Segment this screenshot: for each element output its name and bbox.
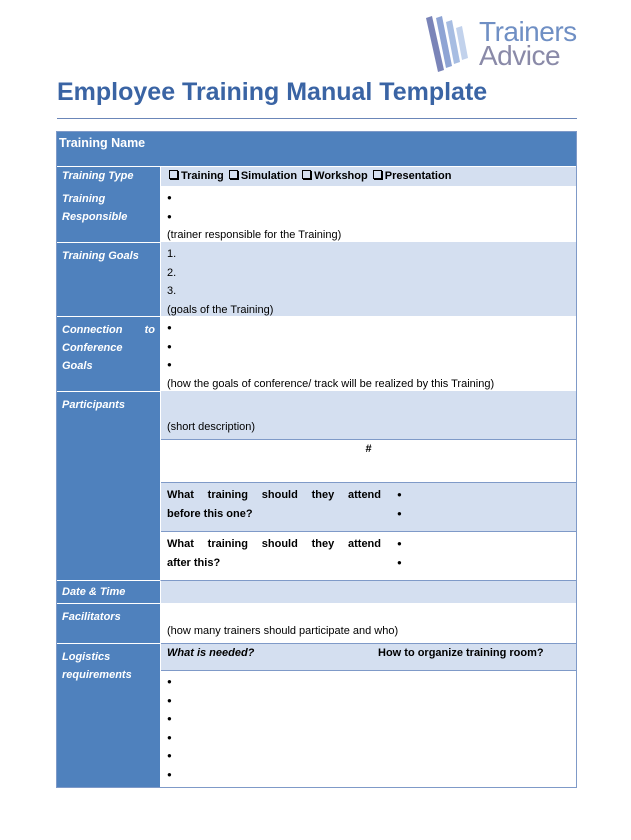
after-training-cell[interactable] (161, 532, 576, 580)
date-time-row (57, 580, 576, 603)
list-item (397, 486, 570, 505)
hash-marker: # (365, 443, 372, 455)
logistics-header-cell (161, 643, 576, 671)
logistics-label (57, 643, 160, 787)
participants-label: Participants (57, 391, 160, 580)
training-name-header[interactable]: Training Name (57, 132, 576, 167)
training-responsible-row (57, 186, 576, 242)
training-responsible-label (57, 186, 160, 242)
training-responsible-label-l2: Responsible (62, 211, 128, 223)
connection-label-l2: Conference (62, 342, 123, 354)
logistics-cells (160, 643, 576, 787)
after-question-l2: after this? (167, 556, 221, 569)
facilitators-label: Facilitators (57, 603, 160, 643)
training-responsible-label-l1: Training (62, 193, 106, 205)
before-question-l2: before this one? (167, 507, 253, 520)
list-item (167, 189, 570, 208)
participants-cells (160, 391, 576, 580)
training-type-options (160, 167, 576, 186)
logistics-label-l2: requirements (62, 669, 132, 681)
logo-line-advice: Advice (479, 40, 561, 71)
trainers-advice-logo (424, 14, 584, 74)
training-goals-label: Training Goals (57, 242, 160, 316)
list-item (167, 673, 570, 692)
checkbox-simulation[interactable] (229, 170, 238, 179)
what-is-needed-header: What is needed? (167, 647, 255, 659)
connection-note: (how the goals of conference/ track will be realized by this Training) (167, 377, 495, 390)
option-training: Training (181, 170, 224, 182)
after-question-l1: What training should they attend (167, 538, 381, 550)
list-item (397, 505, 570, 524)
date-time-label: Date & Time (57, 580, 160, 603)
goal-item-3: 3. (167, 285, 177, 297)
connection-label-l3: Goals (62, 360, 93, 372)
training-responsible-cell[interactable] (160, 186, 576, 242)
connection-label (57, 316, 160, 391)
participants-note: (short description) (167, 420, 256, 433)
option-simulation: Simulation (240, 170, 298, 182)
connection-row (57, 316, 576, 391)
book-pages-icon (424, 14, 476, 72)
option-workshop: Workshop (314, 170, 368, 182)
training-goals-note: (goals of the Training) (167, 303, 274, 316)
training-form-table (56, 131, 577, 788)
logistics-label-l1: Logistics (62, 651, 111, 663)
training-responsible-note: (trainer responsible for the Training) (167, 229, 342, 241)
connection-label-l1: Connection to (62, 324, 155, 336)
list-item (167, 208, 570, 227)
title-divider (57, 118, 577, 119)
list-item (167, 356, 570, 375)
facilitators-cell[interactable] (160, 603, 576, 643)
list-item (167, 710, 570, 729)
before-question-l1: What training should they attend (167, 489, 381, 501)
training-goals-row (57, 242, 576, 316)
organize-room-header: How to organize training room? (378, 647, 544, 659)
list-item (167, 319, 570, 338)
participants-description-cell[interactable] (161, 391, 576, 440)
checkbox-presentation[interactable] (373, 170, 382, 179)
participants-row (57, 391, 576, 580)
logo-line-trainers: Trainers (479, 16, 577, 47)
list-item (167, 338, 570, 357)
logistics-list-cell[interactable] (161, 671, 576, 787)
list-item (167, 766, 570, 785)
list-item (167, 692, 570, 711)
facilitators-row (57, 603, 576, 643)
training-type-label: Training Type (57, 167, 160, 186)
training-type-row (57, 167, 576, 186)
list-item (397, 535, 570, 554)
date-time-cell[interactable] (160, 580, 576, 603)
goal-item-2: 2. (167, 266, 177, 279)
facilitators-note: (how many trainers should participate and who) (167, 624, 399, 637)
training-goals-cell[interactable] (160, 242, 576, 316)
page-title: Employee Training Manual Template (57, 78, 488, 106)
before-training-cell[interactable] (161, 483, 576, 532)
participants-hash-cell (161, 440, 576, 483)
option-presentation: Presentation (384, 170, 452, 182)
checkbox-workshop[interactable] (302, 170, 311, 179)
connection-cell[interactable] (160, 316, 576, 391)
goal-item-1: 1. (167, 248, 177, 260)
list-item (167, 747, 570, 766)
list-item (397, 554, 570, 573)
checkbox-training[interactable] (169, 170, 178, 179)
list-item (167, 729, 570, 748)
logistics-row (57, 643, 576, 787)
